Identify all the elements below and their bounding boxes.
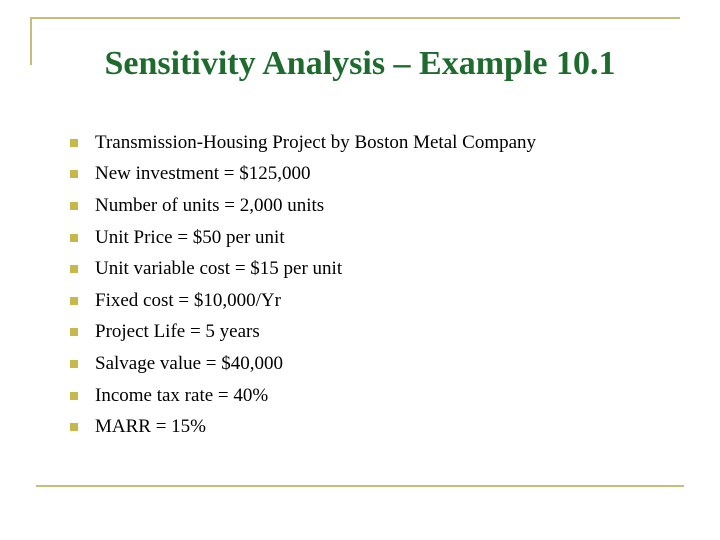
bullet-item bbox=[70, 411, 536, 443]
square-bullet-icon bbox=[70, 202, 78, 210]
bullet-text: New investment = $125,000 bbox=[95, 163, 311, 185]
slide-title: Sensitivity Analysis – Example 10.1 bbox=[104, 45, 616, 82]
bullet-text: Number of units = 2,000 units bbox=[95, 194, 325, 216]
bullet-item bbox=[70, 222, 536, 254]
bullet-text: Project Life = 5 years bbox=[95, 321, 260, 343]
square-bullet-icon bbox=[70, 234, 78, 242]
bullet-item bbox=[70, 285, 536, 317]
bullet-item bbox=[70, 159, 536, 191]
square-bullet-icon bbox=[70, 423, 78, 431]
bullet-text: Salvage value = $40,000 bbox=[95, 352, 284, 374]
bullet-text: Unit Price = $50 per unit bbox=[95, 226, 285, 248]
square-bullet-icon bbox=[70, 139, 78, 147]
square-bullet-icon bbox=[70, 328, 78, 336]
bullet-item bbox=[70, 380, 536, 412]
bullet-text: Unit variable cost = $15 per unit bbox=[95, 258, 343, 280]
square-bullet-icon bbox=[70, 360, 78, 368]
bullet-item bbox=[70, 317, 536, 349]
bullet-text: Income tax rate = 40% bbox=[95, 384, 269, 406]
bullet-item bbox=[70, 190, 536, 222]
bullet-list bbox=[70, 127, 536, 443]
top-divider-line bbox=[30, 17, 680, 19]
bullet-text: MARR = 15% bbox=[95, 416, 207, 438]
bullet-item bbox=[70, 127, 536, 159]
square-bullet-icon bbox=[70, 297, 78, 305]
square-bullet-icon bbox=[70, 392, 78, 400]
bullet-item bbox=[70, 348, 536, 380]
bullet-text: Fixed cost = $10,000/Yr bbox=[95, 289, 281, 311]
bottom-divider-line bbox=[36, 485, 684, 487]
bullet-text: Transmission-Housing Project by Boston Metal Company bbox=[95, 131, 537, 153]
square-bullet-icon bbox=[70, 170, 78, 178]
bullet-item bbox=[70, 253, 536, 285]
square-bullet-icon bbox=[70, 265, 78, 273]
